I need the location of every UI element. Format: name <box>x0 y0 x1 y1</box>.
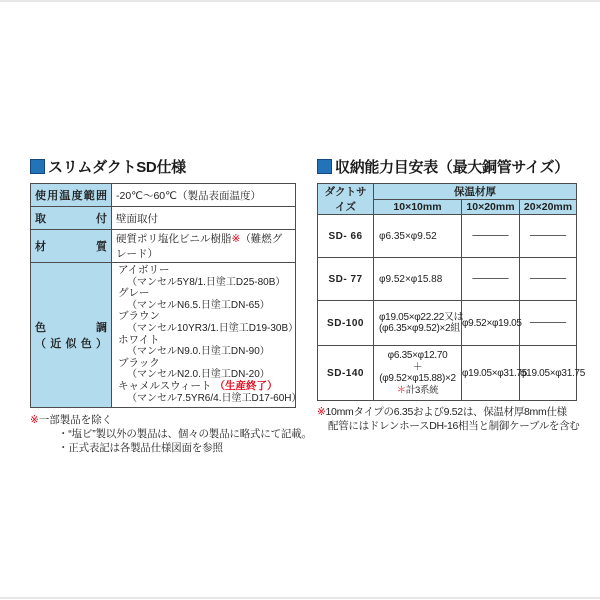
discontinued-badge: （生産終了） <box>214 379 278 392</box>
column-header-10x10: 10×10mm <box>374 200 462 215</box>
column-header-10x20: 10×20mm <box>462 200 520 215</box>
material-text: 硬質ポリ塩化ビニル樹脂 <box>116 233 232 245</box>
spec-label-material <box>31 230 112 263</box>
footnote-text: 一部製品を除く <box>38 414 113 427</box>
capacity-cell-empty <box>520 215 577 258</box>
spec-label-subtext: （近似色） <box>35 338 107 351</box>
capacity-line: (φ9.52×φ15.88)×2 <box>379 373 456 384</box>
color-detail: （マンセルN6.5.日塗工DN-65） <box>127 299 270 311</box>
material-grade-text: （難燃グレード） <box>116 233 283 260</box>
spec-label-colors <box>31 263 112 408</box>
capacity-cell <box>374 301 462 346</box>
capacity-section-title <box>317 156 576 177</box>
capacity-cell <box>374 346 462 401</box>
no-value-dash: ────── <box>529 273 567 285</box>
capacity-cell: φ9.52×φ19.05 <box>462 301 520 346</box>
capacity-cell: φ9.52×φ15.88 <box>374 258 462 301</box>
footnote-line <box>30 413 296 427</box>
table-row-sd100 <box>318 301 577 346</box>
table-row-sd140 <box>318 346 577 401</box>
capacity-cell-empty <box>520 258 577 301</box>
capacity-line: φ19.05×φ22.22又は <box>379 311 464 323</box>
systems-note <box>374 385 461 397</box>
spec-value-colors <box>112 263 302 408</box>
spec-section <box>30 156 312 455</box>
spec-label-text: 材 質 <box>35 241 107 253</box>
color-name-text: キャメルスウィート <box>118 379 215 392</box>
page-bottom-border <box>0 597 600 599</box>
spec-label-text: 使用温度範囲 <box>35 190 107 202</box>
color-detail: （マンセルN9.0.日塗工DN-90） <box>127 346 270 358</box>
footnote-line <box>317 405 576 419</box>
no-value-dash: ────── <box>472 273 509 285</box>
blue-square-icon <box>317 159 332 174</box>
spec-value-temperature <box>112 184 296 207</box>
footnote-bullet: ・正式表記は各製品仕様図面を参照 <box>58 442 223 455</box>
table-row-sd66 <box>318 215 577 258</box>
spec-label-temperature <box>31 184 112 207</box>
capacity-cell-empty <box>520 301 577 346</box>
spec-footnote <box>30 413 312 455</box>
asterisk-mark: ※ <box>30 414 39 427</box>
color-name: グレー <box>118 287 150 300</box>
column-header-duct-size: ダクトサイズ <box>318 184 374 215</box>
asterisk-mark: ※ <box>231 233 241 245</box>
capacity-footnote <box>317 405 580 433</box>
spec-value-mounting <box>112 207 296 230</box>
color-name: ホワイト <box>118 333 160 346</box>
capacity-table <box>317 183 585 401</box>
capacity-cell-empty <box>462 258 520 301</box>
spec-label-mounting <box>31 207 112 230</box>
color-detail: （マンセル5Y8/1.日塗工D25-80B） <box>127 276 286 288</box>
asterisk-mark: ＊ <box>396 384 406 396</box>
column-header-20x20: 20×20mm <box>520 200 577 215</box>
spec-row-colors <box>31 263 296 408</box>
plus-sign: ＋ <box>412 361 423 373</box>
spec-section-title <box>30 156 296 177</box>
color-name: ブラック <box>118 356 160 369</box>
duct-size-cell: SD- 66 <box>318 215 374 258</box>
color-name: アイボリー <box>118 264 170 276</box>
no-value-dash: ────── <box>529 230 567 242</box>
capacity-section <box>317 156 585 433</box>
capacity-line: φ6.35×φ12.70 <box>387 350 448 361</box>
column-group-insulation: 保温材厚 <box>374 184 577 200</box>
spec-row-material <box>31 230 296 263</box>
spec-row-mounting <box>31 207 296 230</box>
spec-row-temperature <box>31 184 296 207</box>
spec-value-text: -20℃〜60℃（製品表面温度） <box>116 189 261 202</box>
color-detail: （マンセルN2.0.日塗工DN-20） <box>127 369 270 381</box>
color-detail: （マンセル10YR3/1.日塗工D19-30B） <box>127 322 299 334</box>
spec-label-text: 色 調 <box>35 322 107 335</box>
duct-size-cell: SD-140 <box>318 346 374 401</box>
spec-label-text: 取 付 <box>35 213 107 225</box>
color-name <box>118 381 291 393</box>
capacity-line: (φ6.35×φ9.52)×2組 <box>379 323 460 334</box>
capacity-cell: φ6.35×φ9.52 <box>374 215 462 258</box>
table-row-sd77 <box>318 258 577 301</box>
capacity-cell-empty <box>462 215 520 258</box>
asterisk-mark: ※ <box>317 406 326 418</box>
capacity-title-text: 収納能力目安表（最大銅管サイズ） <box>335 159 570 176</box>
duct-size-cell: SD- 77 <box>318 258 374 301</box>
footnote-text: 10mmタイプの6.35および9.52は、保温材厚8mm仕様 <box>325 406 567 418</box>
footnote-bullet: ・“塩ビ”製以外の製品は、個々の製品に略式にて記載。 <box>58 428 312 441</box>
color-detail: （マンセル7.5YR6/4.日塗工D17-60H） <box>127 392 302 404</box>
page-top-border <box>0 0 600 2</box>
spec-table <box>30 183 302 408</box>
color-name: ブラウン <box>118 310 160 323</box>
footnote-text: 配管にはドレンホースDH-16相当と制御ケーブルを含む <box>328 420 580 432</box>
capacity-cell: φ19.05×φ31.75 <box>520 346 577 401</box>
spec-value-material <box>112 230 296 263</box>
duct-size-cell: SD-100 <box>318 301 374 346</box>
systems-note-text: 計3系統 <box>405 384 439 396</box>
spec-title-text: スリムダクトSD仕様 <box>48 159 186 176</box>
no-value-dash: ────── <box>472 230 509 242</box>
spec-value-text: 壁面取付 <box>116 212 158 225</box>
blue-square-icon <box>30 159 45 174</box>
capacity-header-row <box>318 184 577 200</box>
capacity-cell: φ19.05×φ31.75 <box>462 346 520 401</box>
no-value-dash: ────── <box>529 317 567 329</box>
